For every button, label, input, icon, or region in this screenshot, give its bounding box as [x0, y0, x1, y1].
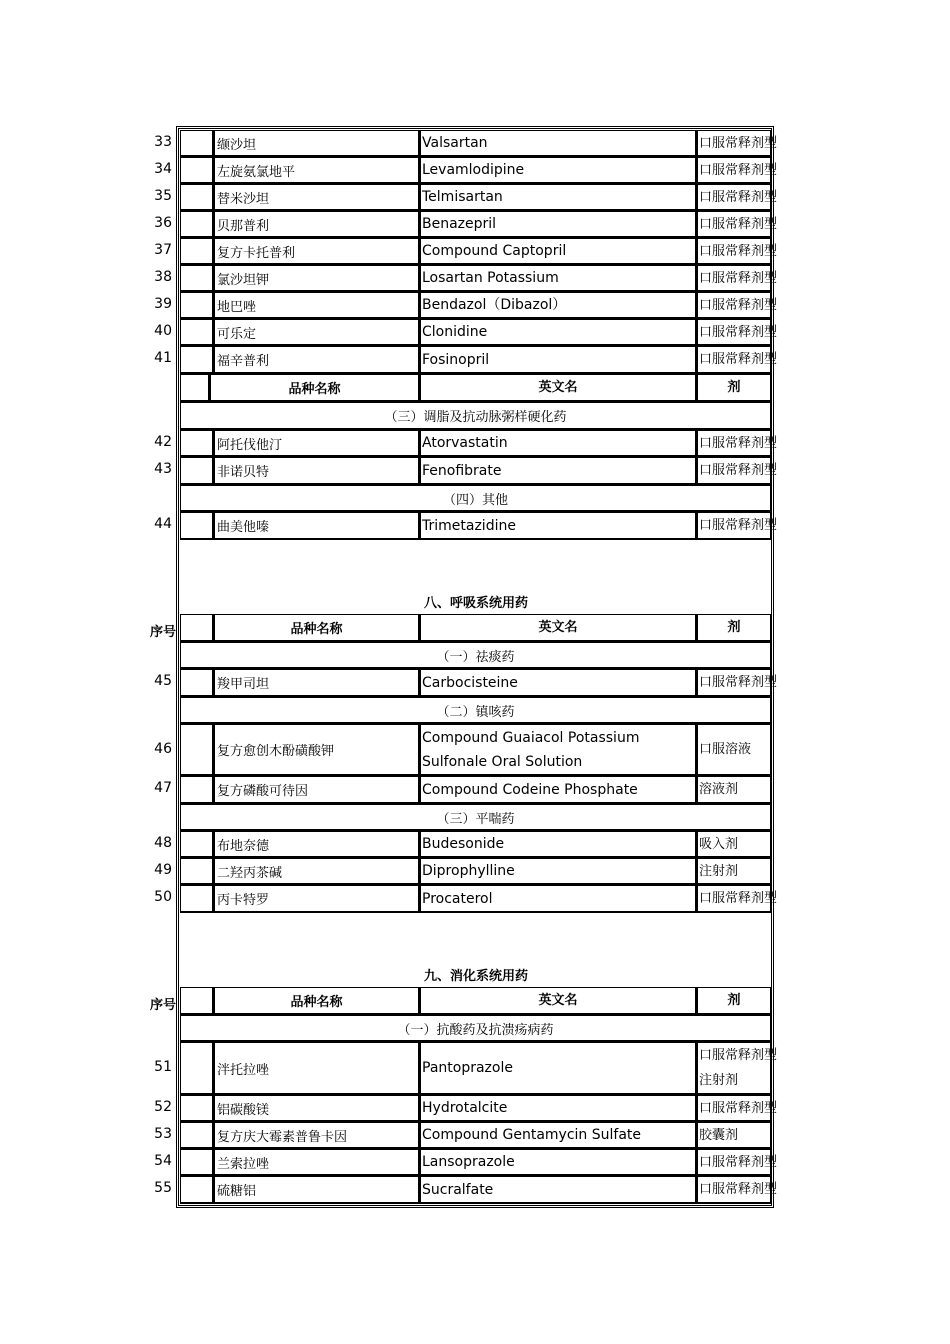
row-number: 55	[154, 1180, 172, 1196]
english-name: Levamlodipine	[420, 157, 697, 184]
row-number: 50	[154, 889, 172, 905]
dosage-form-line: 口服常释剂型	[699, 1048, 778, 1063]
row-number: 51	[154, 1059, 172, 1075]
dosage-form: 溶液剂	[697, 776, 772, 804]
row-number: 43	[154, 461, 172, 477]
blank-cell	[180, 776, 214, 804]
dosage-form: 口服常释剂型	[697, 1149, 772, 1176]
header-number: 序号	[149, 998, 176, 1013]
english-name-line: Sulfonale Oral Solution	[422, 753, 583, 770]
dosage-form: 口服常释剂型	[697, 457, 772, 485]
header-form: 剂	[697, 374, 772, 402]
chinese-name: 非诺贝特	[214, 457, 420, 485]
blank-cell	[180, 1149, 214, 1176]
chinese-name: 铝碳酸镁	[214, 1095, 420, 1122]
chinese-name: 阿托伐他汀	[214, 430, 420, 457]
english-name: Clonidine	[420, 319, 697, 346]
table-row	[0, 1176, 950, 1204]
english-name	[420, 724, 697, 776]
chinese-name: 丙卡特罗	[214, 885, 420, 913]
english-name: Telmisartan	[420, 184, 697, 211]
dosage-form: 口服常释剂型	[697, 130, 772, 157]
chinese-name: 缬沙坦	[214, 130, 420, 157]
chinese-name: 氯沙坦钾	[214, 265, 420, 292]
row-number: 42	[154, 434, 172, 450]
header-cn-name: 品种名称	[214, 614, 420, 642]
english-name: Valsartan	[420, 130, 697, 157]
blank-cell	[180, 724, 214, 776]
blank-cell	[180, 211, 214, 238]
chinese-name: 兰索拉唑	[214, 1149, 420, 1176]
row-number: 52	[154, 1099, 172, 1115]
row-number: 41	[154, 350, 172, 366]
dosage-form: 口服常释剂型	[697, 157, 772, 184]
blank-cell	[180, 1095, 214, 1122]
table-row	[0, 157, 950, 184]
table-row	[0, 669, 950, 697]
table-row	[0, 184, 950, 211]
table-row	[0, 885, 950, 913]
dosage-form: 口服常释剂型	[697, 265, 772, 292]
blank-cell	[180, 238, 214, 265]
english-name: Compound Captopril	[420, 238, 697, 265]
header-number: 序号	[149, 625, 176, 640]
row-number: 46	[154, 741, 172, 757]
row-number: 33	[154, 134, 172, 150]
table-row	[0, 238, 950, 265]
chinese-name: 二羟丙茶碱	[214, 858, 420, 885]
row-number: 36	[154, 215, 172, 231]
english-name: Pantoprazole	[420, 1042, 697, 1095]
english-name: Benazepril	[420, 211, 697, 238]
dosage-form: 口服常释剂型	[697, 319, 772, 346]
english-name: Bendazol（Dibazol）	[420, 292, 697, 319]
english-name: Budesonide	[420, 831, 697, 858]
english-name: Losartan Potassium	[420, 265, 697, 292]
row-number: 54	[154, 1153, 172, 1169]
chinese-name: 布地奈德	[214, 831, 420, 858]
blank-cell	[180, 885, 214, 913]
table-row	[0, 319, 950, 346]
dosage-form: 注射剂	[697, 858, 772, 885]
english-name: Compound Codeine Phosphate	[420, 776, 697, 804]
header-cn-name: 品种名称	[214, 987, 420, 1015]
blank-cell	[180, 1122, 214, 1149]
dosage-form: 口服常释剂型	[697, 430, 772, 457]
dosage-form: 口服常释剂型	[697, 1176, 772, 1204]
blank-cell	[180, 157, 214, 184]
table-row	[0, 211, 950, 238]
dosage-form: 口服溶液	[697, 724, 772, 776]
dosage-form-line: 注射剂	[699, 1073, 739, 1088]
english-name: Diprophylline	[420, 858, 697, 885]
blank-cell	[180, 265, 214, 292]
dosage-form: 口服常释剂型	[697, 346, 772, 374]
subcategory-heading: （三）平喘药	[180, 804, 772, 831]
dosage-form: 口服常释剂型	[697, 669, 772, 697]
table-row	[0, 1149, 950, 1176]
blank-cell	[180, 457, 214, 485]
chinese-name: 福辛普利	[214, 346, 420, 374]
section-title: 八、呼吸系统用药	[423, 596, 528, 611]
section-title: 九、消化系统用药	[423, 969, 528, 984]
table-row	[0, 346, 950, 374]
dosage-form: 口服常释剂型	[697, 292, 772, 319]
chinese-name: 复方磷酸可待因	[214, 776, 420, 804]
row-number: 40	[154, 323, 172, 339]
chinese-name: 泮托拉唑	[214, 1042, 420, 1095]
header-en-name: 英文名	[420, 614, 697, 642]
table-row	[0, 130, 950, 157]
blank-cell	[180, 669, 214, 697]
english-name: Fosinopril	[420, 346, 697, 374]
english-name: Carbocisteine	[420, 669, 697, 697]
row-number: 53	[154, 1126, 172, 1142]
blank-cell	[180, 858, 214, 885]
chinese-name: 可乐定	[214, 319, 420, 346]
row-number: 47	[154, 780, 172, 796]
chinese-name: 曲美他嗪	[214, 512, 420, 540]
row-number: 49	[154, 862, 172, 878]
english-name: Trimetazidine	[420, 512, 697, 540]
row-number: 39	[154, 296, 172, 312]
blank-cell	[180, 512, 214, 540]
table-header-row	[0, 614, 950, 642]
blank-cell	[180, 1176, 214, 1204]
table-header-row	[0, 987, 950, 1015]
header-form: 剂	[697, 987, 772, 1015]
dosage-form	[697, 1042, 778, 1095]
dosage-form: 吸入剂	[697, 831, 772, 858]
table-row	[0, 430, 950, 457]
blank-cell	[180, 374, 210, 402]
table-row	[0, 724, 950, 776]
dosage-form: 口服常释剂型	[697, 184, 772, 211]
chinese-name: 左旋氨氯地平	[214, 157, 420, 184]
header-form: 剂	[697, 614, 772, 642]
chinese-name: 羧甲司坦	[214, 669, 420, 697]
row-number: 38	[154, 269, 172, 285]
english-name: Fenofibrate	[420, 457, 697, 485]
table-row	[0, 858, 950, 885]
dosage-form: 口服常释剂型	[697, 885, 772, 913]
chinese-name: 硫糖铝	[214, 1176, 420, 1204]
chinese-name: 复方庆大霉素普鲁卡因	[214, 1122, 420, 1149]
table-row	[0, 776, 950, 804]
chinese-name: 替米沙坦	[214, 184, 420, 211]
blank-cell	[180, 292, 214, 319]
dosage-form: 口服常释剂型	[697, 211, 772, 238]
table-row	[0, 831, 950, 858]
english-name-line: Compound Guaiacol Potassium	[422, 729, 640, 746]
chinese-name: 贝那普利	[214, 211, 420, 238]
table-header-row	[0, 374, 950, 402]
blank-cell	[180, 831, 214, 858]
subcategory-heading: （二）镇咳药	[180, 697, 772, 724]
english-name: Hydrotalcite	[420, 1095, 697, 1122]
subcategory-heading: （一）祛痰药	[180, 642, 772, 669]
table-row	[0, 292, 950, 319]
blank-cell	[180, 184, 214, 211]
table-row	[0, 512, 950, 540]
chinese-name: 复方愈创木酚磺酸钾	[214, 724, 420, 776]
table-row	[0, 1122, 950, 1149]
english-name: Lansoprazole	[420, 1149, 697, 1176]
chinese-name: 复方卡托普利	[214, 238, 420, 265]
dosage-form: 胶囊剂	[697, 1122, 772, 1149]
blank-cell	[180, 430, 214, 457]
blank-cell	[180, 319, 214, 346]
blank-cell	[180, 346, 214, 374]
chinese-name: 地巴唑	[214, 292, 420, 319]
dosage-form: 口服常释剂型	[697, 512, 772, 540]
subcategory-heading: （三）调脂及抗动脉粥样硬化药	[180, 402, 772, 430]
row-number: 44	[154, 516, 172, 532]
table-row	[0, 1095, 950, 1122]
blank-cell	[180, 130, 214, 157]
header-en-name: 英文名	[420, 374, 697, 402]
row-number: 45	[154, 673, 172, 689]
row-number: 37	[154, 242, 172, 258]
row-number: 34	[154, 161, 172, 177]
row-number: 48	[154, 835, 172, 851]
table-row	[0, 457, 950, 485]
subcategory-heading: （四）其他	[180, 485, 772, 512]
dosage-form: 口服常释剂型	[697, 1095, 772, 1122]
blank-cell	[180, 987, 214, 1015]
blank-cell	[180, 614, 214, 642]
subcategory-heading: （一）抗酸药及抗溃疡病药	[180, 1015, 772, 1042]
dosage-form: 口服常释剂型	[697, 238, 772, 265]
row-number: 35	[154, 188, 172, 204]
english-name: Procaterol	[420, 885, 697, 913]
table-row	[0, 1042, 950, 1095]
blank-cell	[180, 1042, 214, 1095]
english-name: Compound Gentamycin Sulfate	[420, 1122, 697, 1149]
table-row	[0, 265, 950, 292]
header-en-name: 英文名	[420, 987, 697, 1015]
english-name: Sucralfate	[420, 1176, 697, 1204]
header-cn-name: 品种名称	[210, 374, 420, 402]
english-name: Atorvastatin	[420, 430, 697, 457]
